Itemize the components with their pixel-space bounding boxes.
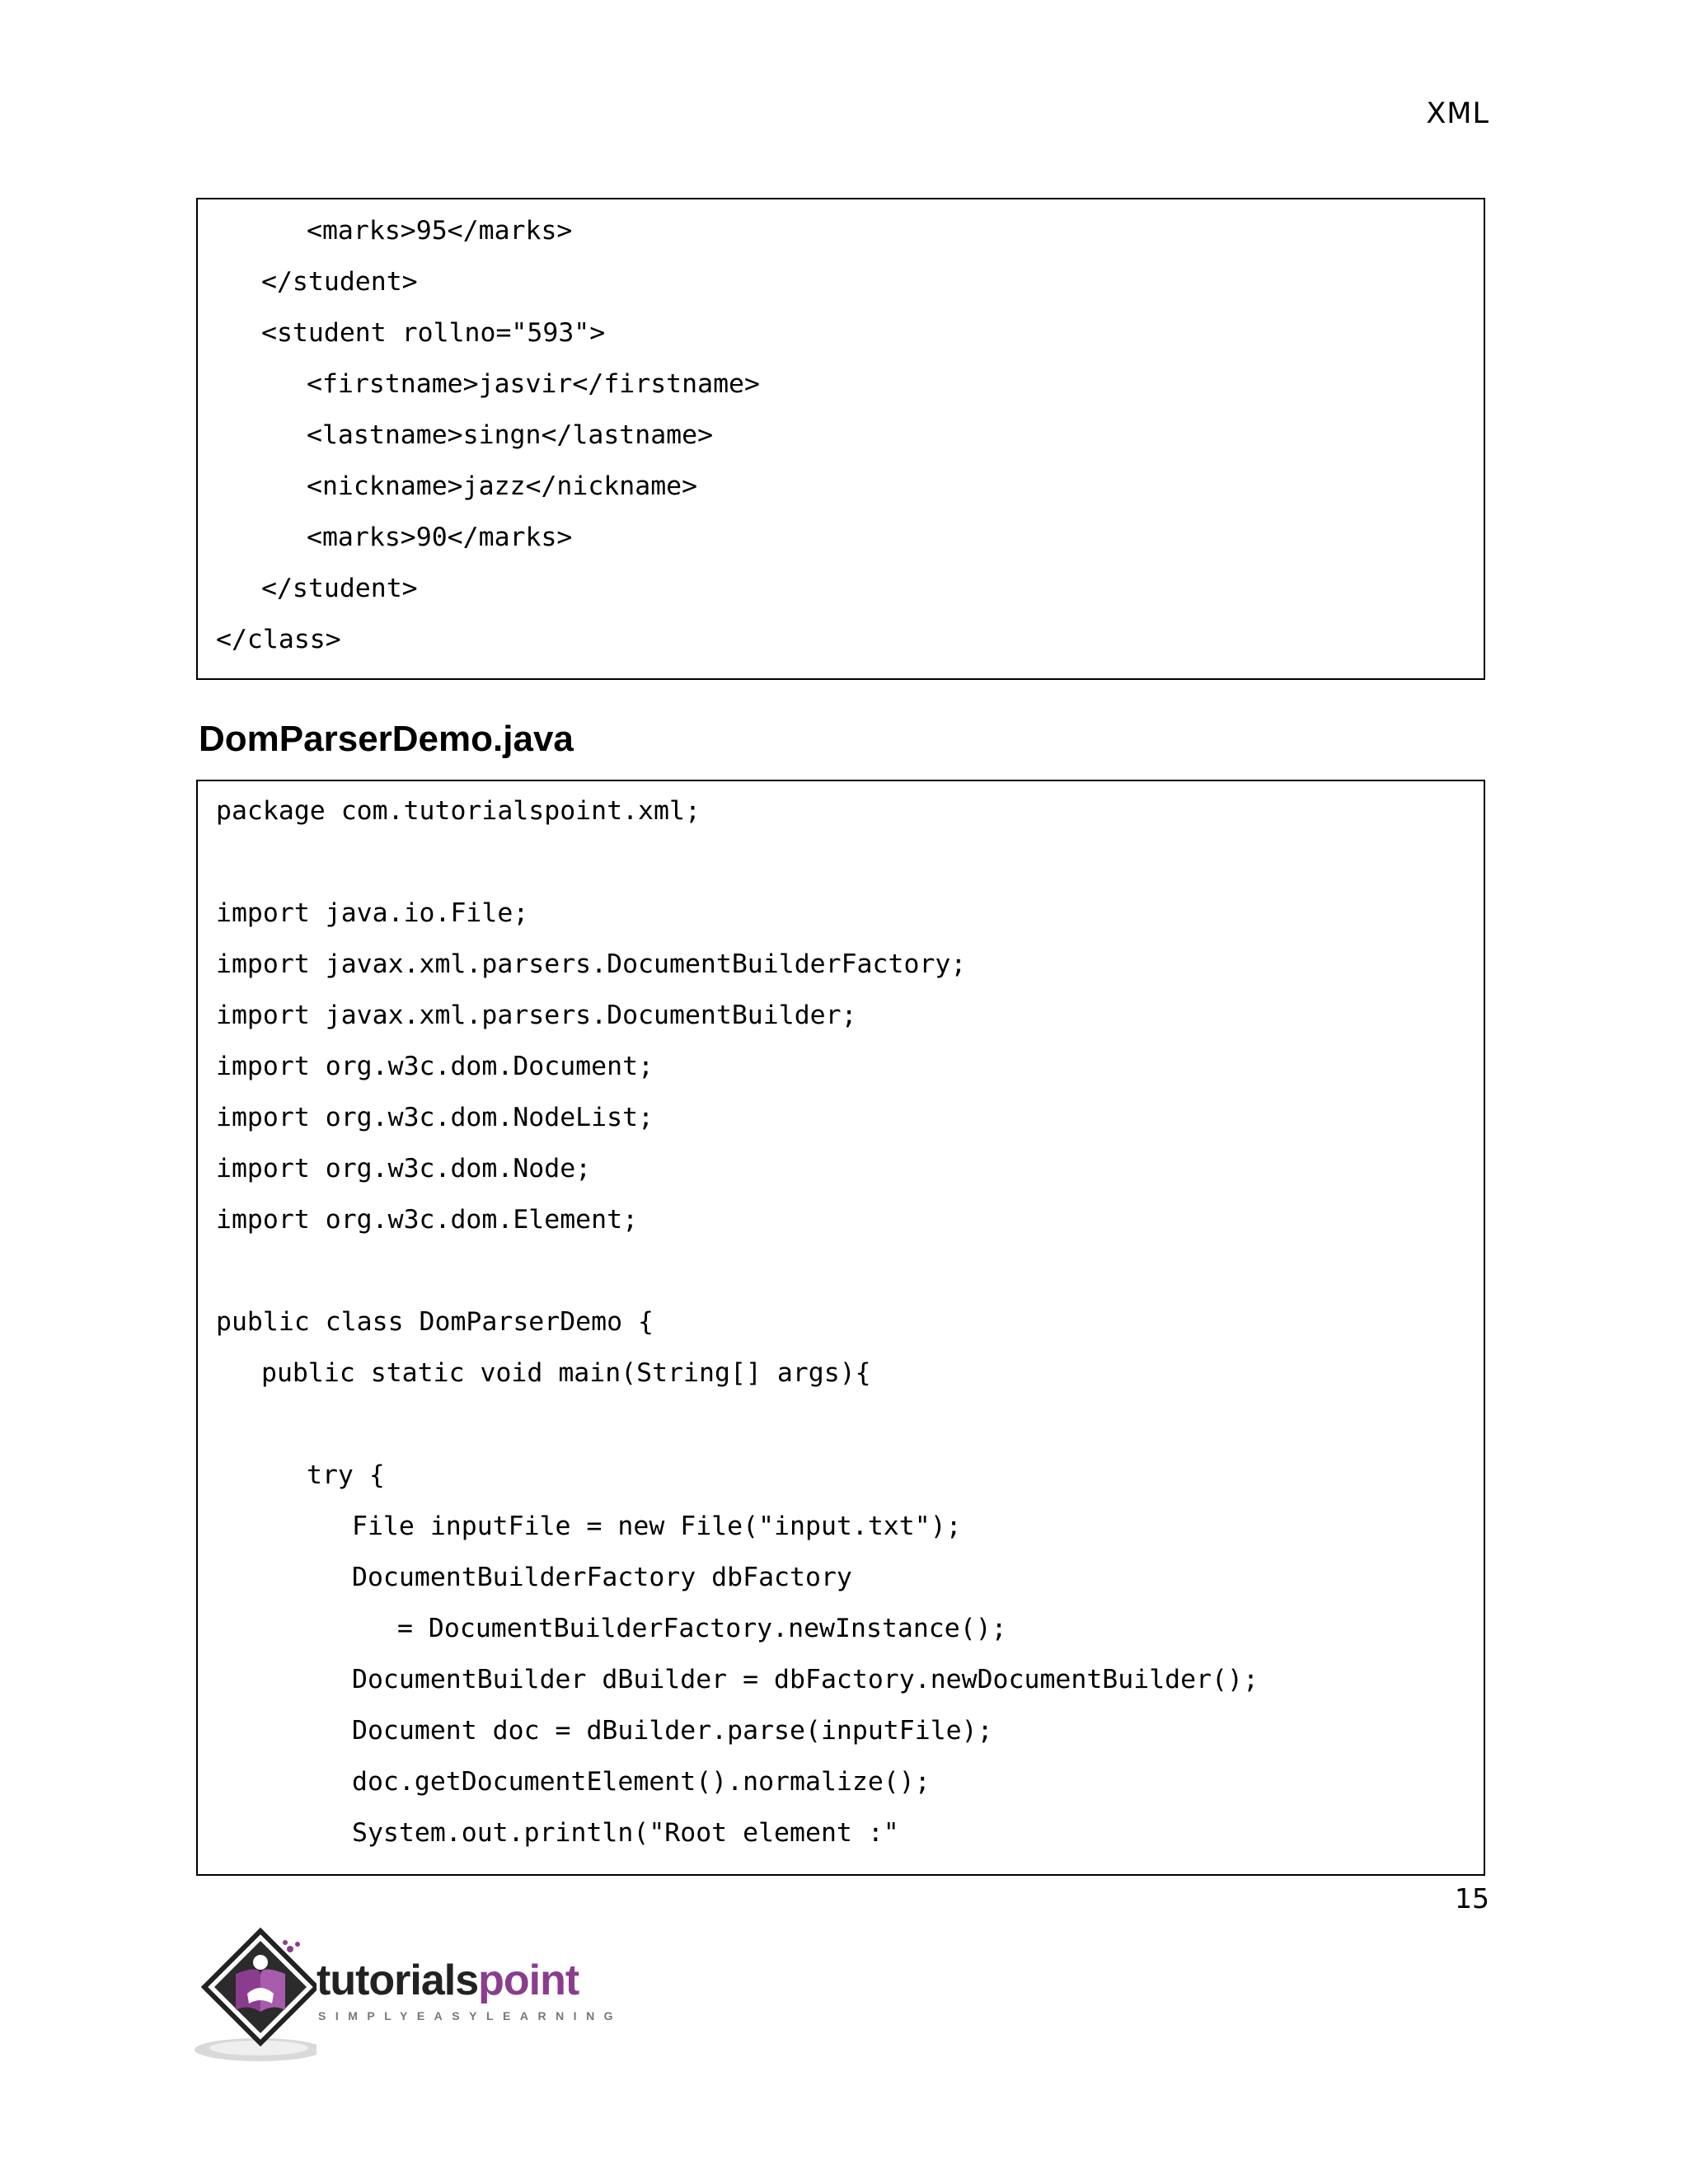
tutorialspoint-logo bbox=[193, 1924, 621, 2069]
code-line: import org.w3c.dom.NodeList; bbox=[216, 1103, 654, 1132]
code-line: import java.io.File; bbox=[216, 898, 529, 928]
code-line: File inputFile = new File("input.txt"); bbox=[352, 1511, 962, 1541]
code-line: System.out.println("Root element :" bbox=[352, 1818, 899, 1848]
code-line: import org.w3c.dom.Element; bbox=[216, 1205, 639, 1235]
logo-wordmark-part1: tutorials bbox=[316, 1957, 479, 2004]
logo-wordmark bbox=[316, 1959, 579, 2002]
code-block-java bbox=[196, 780, 1485, 1876]
code-line: = DocumentBuilderFactory.newInstance(); bbox=[397, 1614, 1007, 1643]
code-block-xml bbox=[196, 198, 1485, 680]
code-line: DocumentBuilderFactory dbFactory bbox=[352, 1563, 852, 1592]
code-line: </student> bbox=[261, 574, 418, 603]
code-line: import org.w3c.dom.Document; bbox=[216, 1052, 654, 1081]
code-line: </class> bbox=[216, 625, 341, 654]
logo-wordmark-part2: point bbox=[478, 1957, 579, 2004]
page-number: 15 bbox=[1455, 1882, 1489, 1915]
code-line: <lastname>singn</lastname> bbox=[307, 420, 714, 450]
section-heading: DomParserDemo.java bbox=[199, 719, 574, 759]
code-line: import org.w3c.dom.Node; bbox=[216, 1154, 592, 1183]
code-line: Document doc = dBuilder.parse(inputFile); bbox=[352, 1716, 993, 1746]
code-line: import javax.xml.parsers.DocumentBuilder; bbox=[216, 1001, 857, 1030]
code-line: package com.tutorialspoint.xml; bbox=[216, 796, 701, 826]
header-title: XML bbox=[1426, 97, 1489, 130]
code-line: public class DomParserDemo { bbox=[216, 1307, 654, 1337]
code-line: <firstname>jasvir</firstname> bbox=[307, 369, 760, 399]
code-line: DocumentBuilder dBuilder = dbFactory.newDocumentBuilder(); bbox=[352, 1665, 1259, 1694]
code-line: import javax.xml.parsers.DocumentBuilderFactory; bbox=[216, 949, 967, 979]
code-line: <marks>95</marks> bbox=[307, 216, 573, 246]
code-line: </student> bbox=[261, 267, 418, 297]
logo-tagline: SIMPLYEASYLEARNING bbox=[318, 2009, 623, 2022]
code-line: doc.getDocumentElement().normalize(); bbox=[352, 1767, 931, 1797]
code-line: try { bbox=[307, 1460, 385, 1490]
code-line: public static void main(String[] args){ bbox=[261, 1358, 871, 1388]
code-line: <nickname>jazz</nickname> bbox=[307, 471, 698, 501]
code-line: <student rollno="593"> bbox=[261, 318, 606, 348]
logo-diamond-icon bbox=[193, 1924, 316, 2069]
code-line: <marks>90</marks> bbox=[307, 523, 573, 552]
